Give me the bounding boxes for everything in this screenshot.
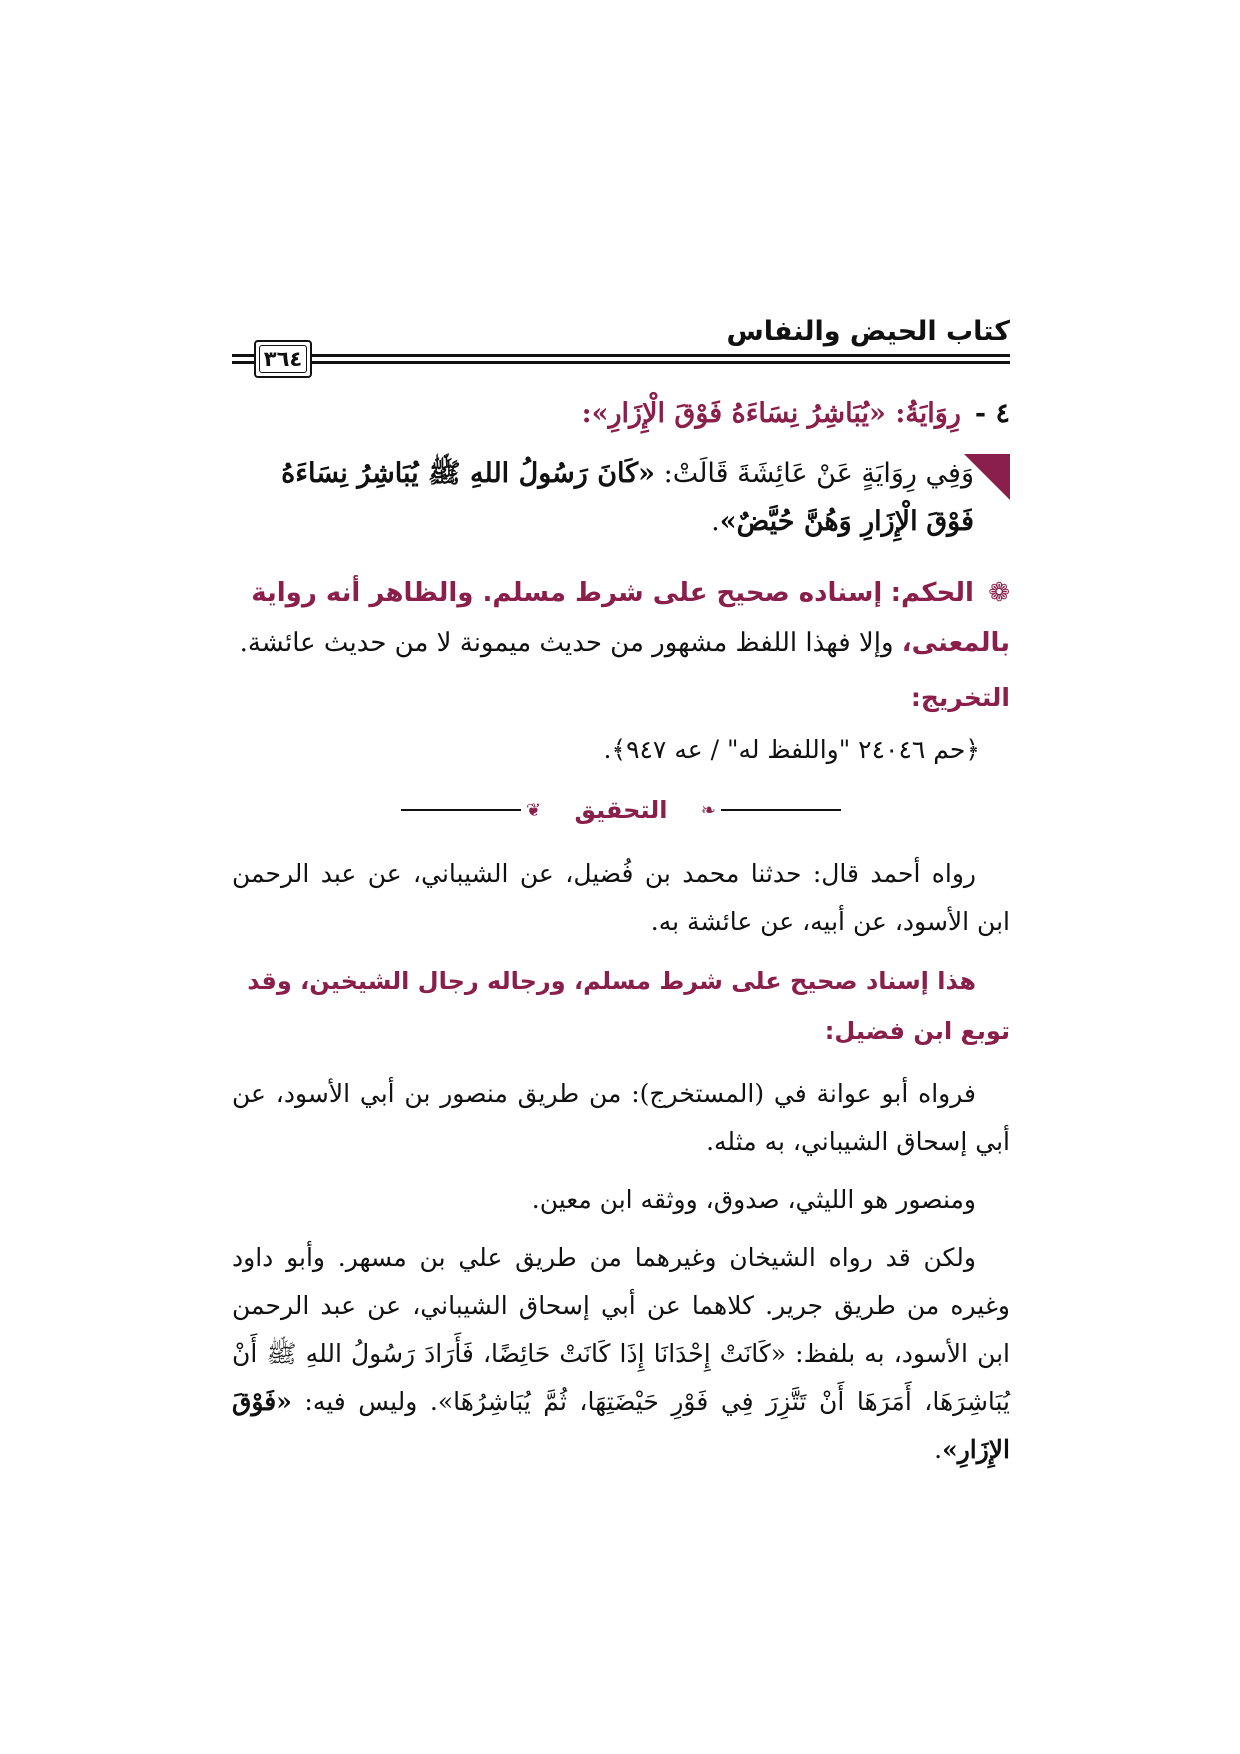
section-number: ٤ - <box>974 398 1010 429</box>
section-title: رِوَايَةُ: «يُبَاشِرُ نِسَاءَهُ فَوْقَ الْإِزَارِ»: <box>581 398 961 429</box>
hadith-text: الْإِزَارِ وَهُنَّ حُيَّضٌ» <box>719 506 918 537</box>
paragraph: فرواه أبو عوانة في (المستخرج): من طريق منصور بن أبي الأسود، عن أبي إسحاق الشيباني، به مثله. <box>232 1079 1010 1156</box>
takhrij-text: ﴿حم ٢٤٠٤٦ "واللفظ له" / عه ٩٤٧﴾. <box>603 735 980 764</box>
ruling-verdict: إسناده صحيح على شرط مسلم. والظاهر أنه رواية بالمعنى، <box>251 578 1010 658</box>
running-title: كتاب الحيض والنفاس <box>726 316 1010 347</box>
paragraph: رواه أحمد قال: حدثنا محمد بن فُضيل، عن الشيباني، عن عبد الرحمن ابن الأسود، عن أبيه، عن عائشة به. <box>232 859 1010 936</box>
section-heading <box>232 394 1010 434</box>
corner-ornament-icon <box>964 454 1010 500</box>
page-number: ٣٦٤ <box>254 340 312 378</box>
paragraph-bold: «فَوْقَ الإِزَارِ» <box>232 1387 1010 1464</box>
header-rule <box>232 354 254 357</box>
header-rule <box>312 361 1010 364</box>
hadith-block <box>232 450 1010 546</box>
divider-line <box>721 809 841 811</box>
hadith-end: . <box>711 506 720 537</box>
ruling-label: الحكم: <box>890 578 974 608</box>
paragraph-end: . <box>934 1435 943 1464</box>
hadith-text: «كَانَ رَسُولُ اللهِ ﷺ يُبَاشِرُ نِسَاءَهُ فَوْقَ <box>281 458 974 537</box>
page-header <box>232 300 1010 392</box>
takhrij-label: التخريج: <box>910 683 1010 712</box>
paragraph: ومنصور هو الليثي، صدوق، ووثقه ابن معين. <box>531 1185 976 1214</box>
ruling <box>232 568 1010 668</box>
ornament-icon: ❧ <box>700 800 716 821</box>
header-rule <box>312 354 1010 357</box>
paragraph-text: ولكن قد رواه الشيخان وغيرهما من طريق علي بن مسهر. وأبو داود وغيره من طريق جرير. كلاهما عن أبي إسحاق الشيباني، عن عبد الرحمن ابن الأسود، به بلفظ: «كَانَتْ إِحْدَانَا إِذَا كَانَتْ حَائِضًا، فَأَرَادَ رَسُولُ اللهِ ﷺ أَنْ يُبَاشِرَهَا، أَمَرَهَا أَنْ تَتَّزِرَ فِي فَوْرِ حَيْضَتِهَا، ثُمَّ يُبَاشِرُهَا». وليس فيه: <box>232 1243 1011 1416</box>
paragraph <box>232 1234 1010 1474</box>
ornament-icon: ❦ <box>526 800 542 821</box>
hadith-intro: وَفِي رِوَايَةٍ عَنْ عَائِشَةَ قَالَتْ: <box>663 458 974 489</box>
flower-ornament-icon: ❁ <box>988 578 1010 608</box>
header-rule <box>232 361 254 364</box>
page <box>232 300 1010 1474</box>
ruling-continuation: وإلا فهذا اللفظ مشهور من حديث ميمونة لا من حديث عائشة. <box>239 628 894 658</box>
divider-title: التحقيق <box>574 796 668 824</box>
paragraph-highlight: هذا إسناد صحيح على شرط مسلم، ورجاله رجال الشيخين، وقد توبع ابن فضيل: <box>247 967 1010 1045</box>
section-divider <box>401 790 841 830</box>
